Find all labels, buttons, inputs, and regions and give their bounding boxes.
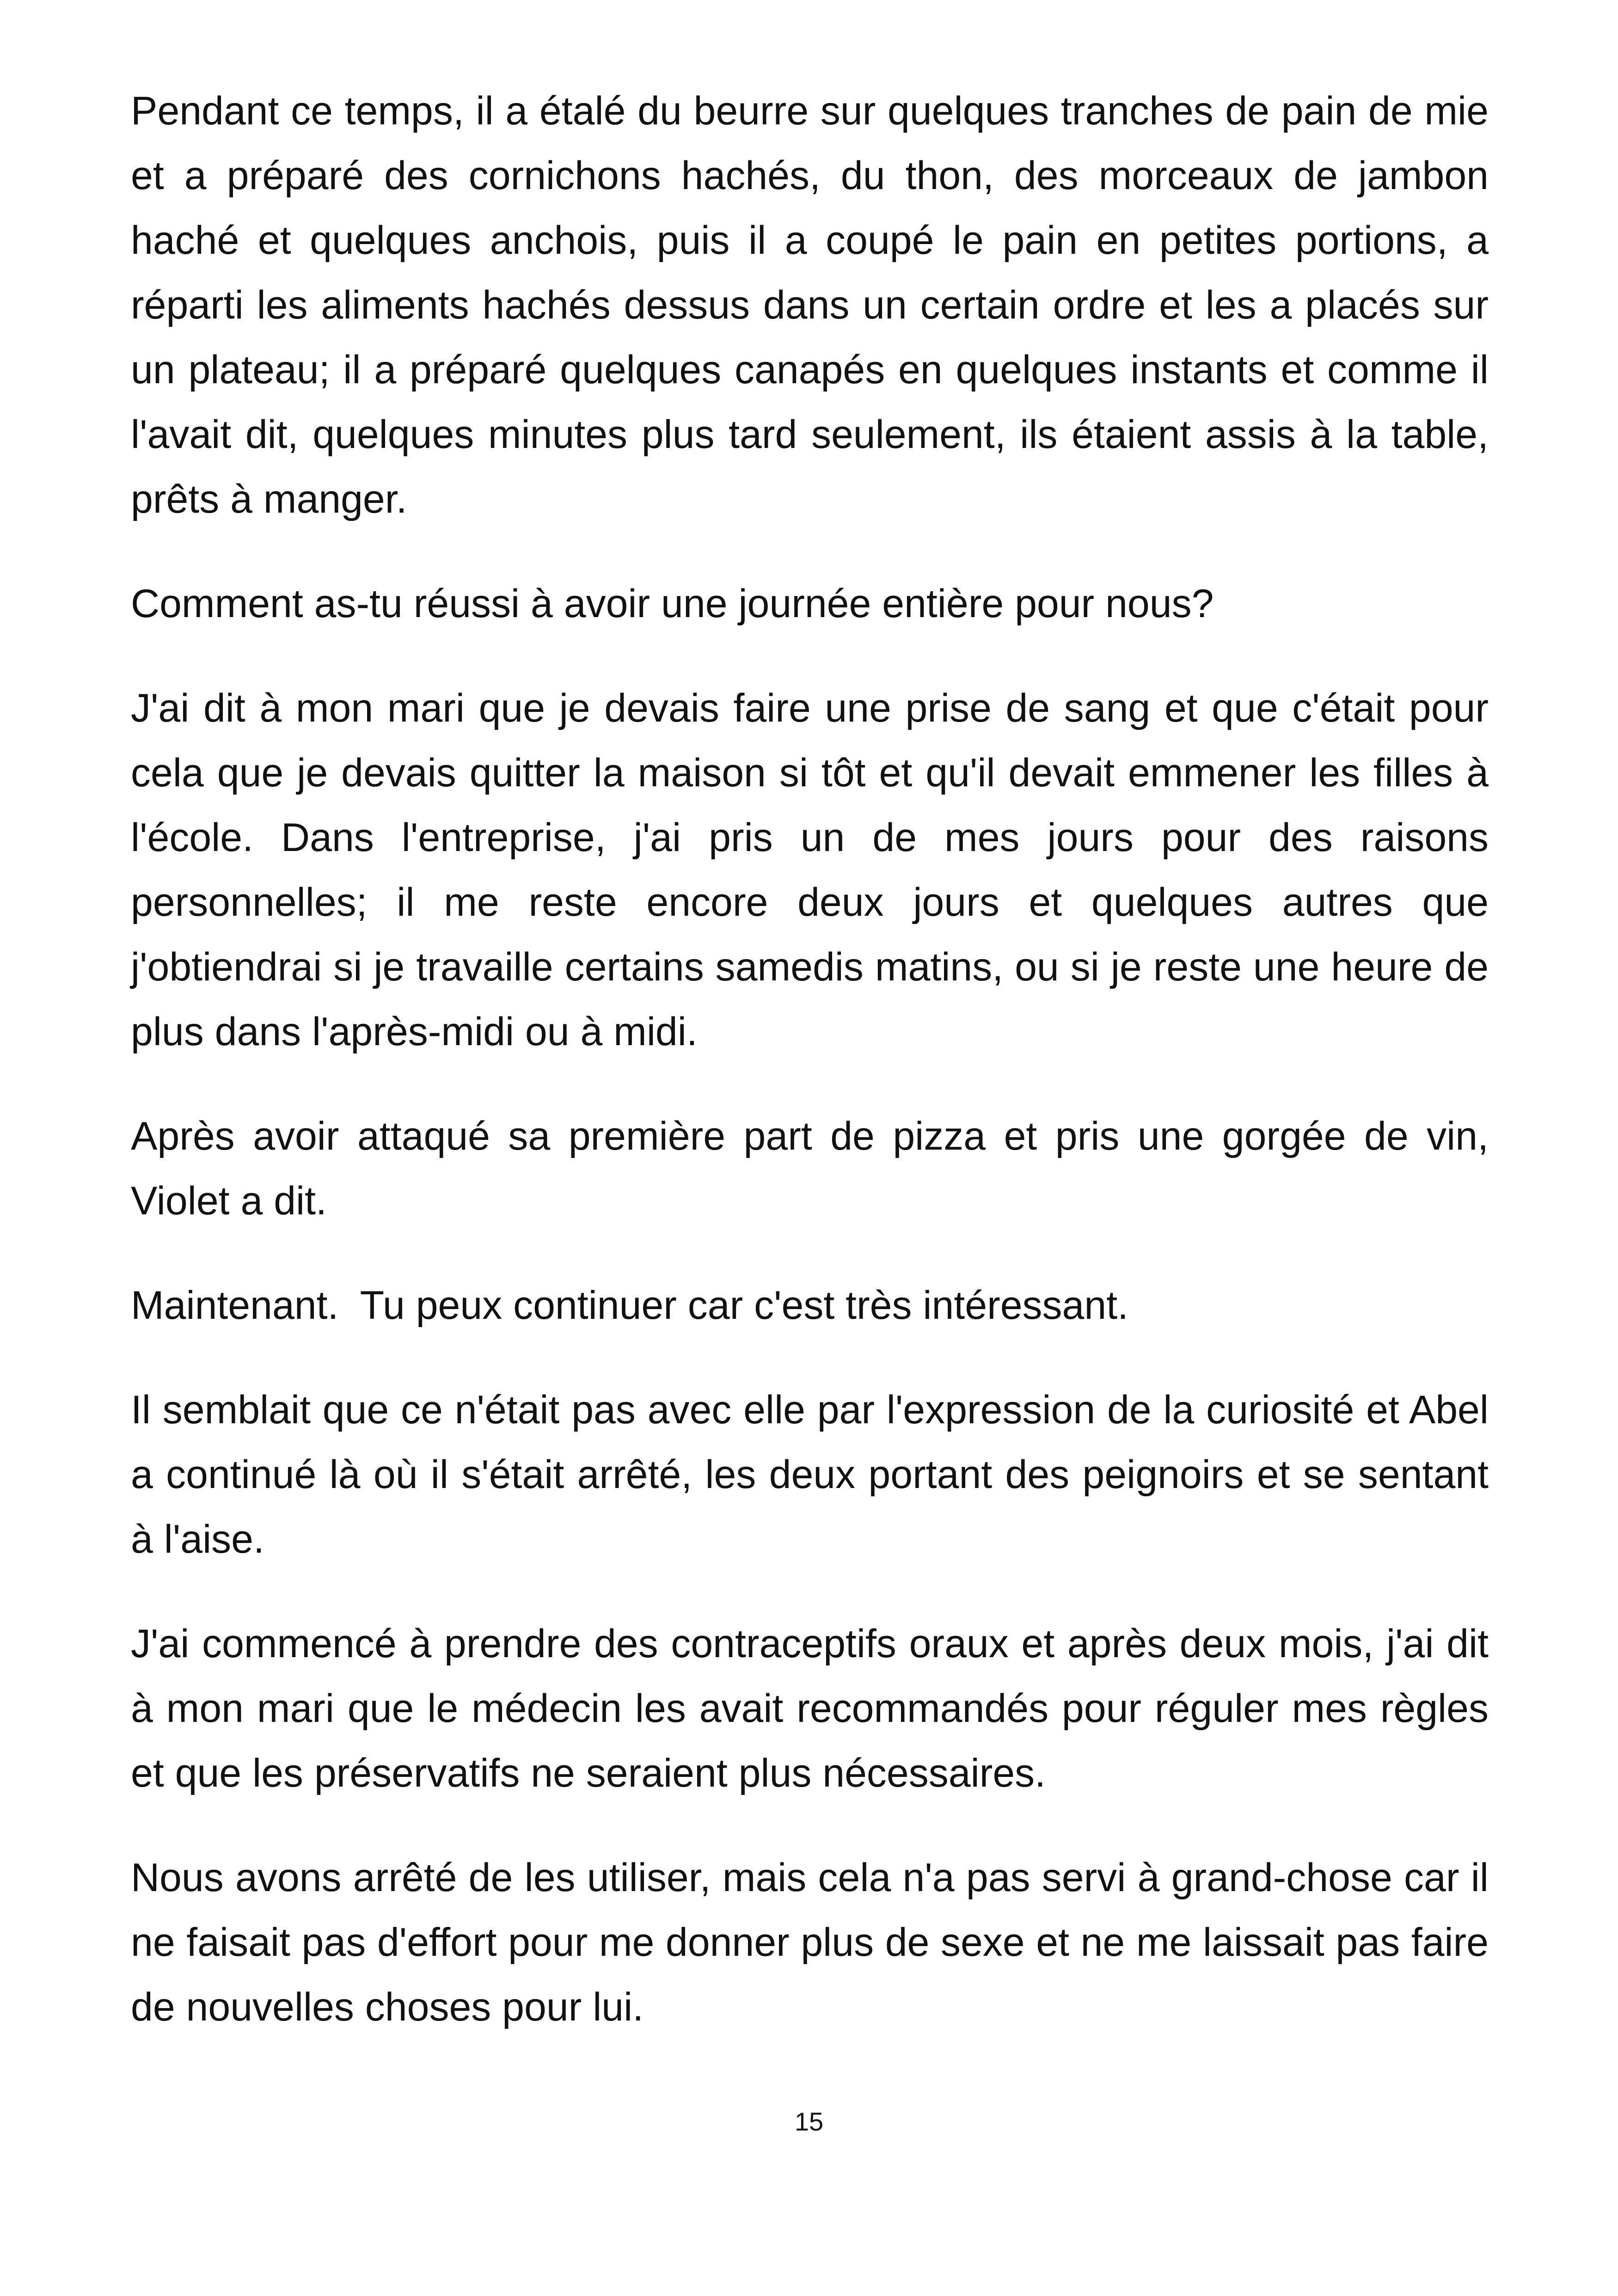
paragraph-2: Comment as-tu réussi à avoir une journée entière pour nous?: [131, 582, 1214, 626]
paragraph-1: Pendant ce temps, il a étalé du beurre sur quelques tranches de pain de mie et a préparé des cornichons hachés, du thon, des morceaux de jambon haché et quelques anchois, puis il a coupé le pain en petites portions, a réparti les aliments hachés dessus dans un certain ordre et les a placés sur un plateau; il a préparé quelques canapés en quelques instants et comme il l'avait dit, quelques minutes plus tard seulement, ils étaient assis à la table, prêts à manger.: [131, 89, 1489, 521]
paragraph-5: Maintenant. Tu peux continuer car c'est très intéressant.: [131, 1283, 1128, 1328]
paragraph-3: J'ai dit à mon mari que je devais faire une prise de sang et que c'était pour cela que je devais quitter la maison si tôt et qu'il devait emmener les filles à l'école. Dans l'entreprise, j'ai pris un de mes jours pour des raisons personnelles; il me reste encore deux jours et quelques autres que j'obtiendrai si je travaille certains samedis matins, ou si je reste une heure de plus dans l'après-midi ou à midi.: [131, 686, 1489, 1054]
paragraph-7: J'ai commencé à prendre des contraceptifs oraux et après deux mois, j'ai dit à mon mari que le médecin les avait recommandés pour réguler mes règles et que les préservatifs ne seraient plus nécessaires.: [131, 1622, 1489, 1795]
paragraph-6: Il semblait que ce n'était pas avec elle par l'expression de la curiosité et Abel a continué là où il s'était arrêté, les deux portant des peignoirs et se sentant à l'aise.: [131, 1388, 1489, 1561]
paragraph-4: Après avoir attaqué sa première part de pizza et pris une gorgée de vin, Violet a dit.: [131, 1114, 1489, 1223]
paragraph-8: Nous avons arrêté de les utiliser, mais cela n'a pas servi à grand-chose car il ne faisait pas d'effort pour me donner plus de sexe et ne me laissait pas faire de nouvelles choses pour lui.: [131, 1855, 1489, 2029]
page-number: 15: [794, 2107, 824, 2136]
page-body: [131, 79, 1489, 2039]
